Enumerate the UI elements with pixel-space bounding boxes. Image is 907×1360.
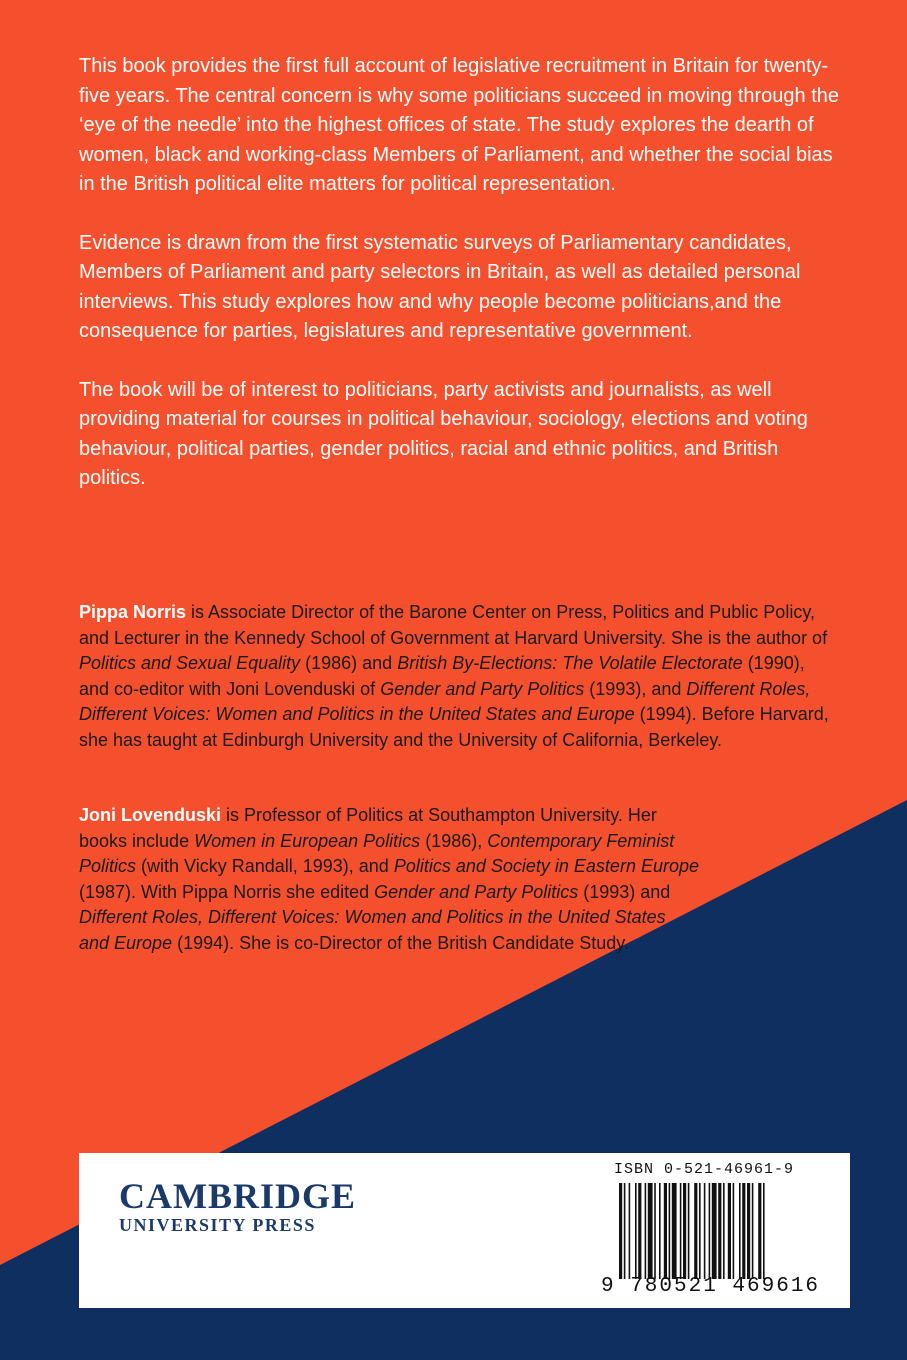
barcode-bar bbox=[747, 1183, 750, 1279]
author-name: Joni Lovenduski bbox=[79, 805, 222, 825]
barcode-bar bbox=[654, 1183, 656, 1279]
barcode-bar bbox=[712, 1183, 717, 1279]
book-title: Gender and Party Politics bbox=[374, 881, 579, 902]
book-title: British By-Elections: The Volatile Electorate bbox=[397, 653, 743, 673]
barcode-bar bbox=[742, 1183, 745, 1279]
isbn-label: ISBN 0-521-46961-9 bbox=[614, 1161, 795, 1178]
barcode-bar bbox=[683, 1183, 686, 1279]
author-bio-joni-lovenduski: Joni Lovenduski is Professor of Politics at Southampton University. Her books include Women in European Politics (1986), Contemporary Feminist Politics (with Vicky Randall, 1993), and Politics and Society in Eastern Europe (1987). With Pippa Norris she edited Gender and Party Politics (1993) and Different Roles, Different Voices: Women and Politics in the United States and Europe (1994). She is co-Director of the British Candidate Study. bbox=[79, 805, 699, 953]
barcode-bar bbox=[733, 1183, 735, 1279]
barcode-bar bbox=[763, 1183, 765, 1279]
barcode-bar bbox=[669, 1183, 671, 1279]
book-title: Different Roles, Different Voices: Women and Politics in the United States and Europe bbox=[79, 907, 666, 953]
author-bio-pippa-norris: Pippa Norris is Associate Director of the Barone Center on Press, Politics and Public Policy, and Lecturer in the Kennedy School of Government at Harvard University. She is the author of Politics and Sexual Equality (1986) and British By-Elections: The Volatile Electorate (1990), and co-editor with Joni Lovenduski of Gender and Party Politics (1993), and Different Roles, Different Voices: Women and Politics in the United States and Europe (1994). Before Harvard, she has taught at Edinburgh University and the University of California, Berkeley. bbox=[79, 602, 829, 750]
barcode-bar bbox=[659, 1183, 661, 1279]
barcode-bar bbox=[638, 1183, 641, 1279]
barcode-bar bbox=[629, 1183, 631, 1279]
barcode-bar bbox=[688, 1183, 690, 1279]
barcode-bar bbox=[728, 1183, 731, 1279]
book-title: Politics and Society in Eastern Europe bbox=[393, 856, 699, 876]
barcode-bar bbox=[752, 1183, 754, 1279]
author-name: Pippa Norris bbox=[79, 602, 187, 622]
barcode-bar bbox=[758, 1183, 761, 1279]
blurb-paragraph-1: This book provides the first full account of legislative recruitment in Britain for twenty-five years. The central concern is why some politicians succeed in moving through the ‘eye of the needle’ into the highest offices of state. The study explores the dearth of women, black and working-class Members of Parliament, and whether the social bias in the British political elite matters for political representation. bbox=[79, 55, 840, 195]
barcode-bar bbox=[672, 1183, 677, 1279]
blurb-paragraph-2: Evidence is drawn from the first systematic surveys of Parliamentary candidates, Members of Parliament and party selectors in Britain, as well as detailed personal interviews. This study explores how and why people become politicians,and the consequence for parties, legislatures and representative government. bbox=[79, 231, 801, 342]
book-title: Gender and Party Politics bbox=[380, 678, 585, 699]
publisher-barcode-panel bbox=[79, 1153, 850, 1308]
barcode-bar bbox=[635, 1183, 637, 1279]
barcode-bar bbox=[664, 1183, 667, 1279]
barcode-bar bbox=[709, 1183, 711, 1279]
barcode-bar bbox=[723, 1183, 725, 1279]
blurb-paragraph-3: The book will be of interest to politicians, party activists and journalists, as well providing material for courses in political behaviour, sociology, elections and voting behaviour, political parties, gender politics, racial and ethnic politics, and British politics. bbox=[79, 378, 808, 489]
book-title: Contemporary Feminist Politics bbox=[79, 830, 675, 876]
barcode-icon bbox=[619, 1183, 819, 1279]
book-title: Women in European Politics bbox=[194, 830, 421, 851]
barcode-bar bbox=[619, 1183, 622, 1279]
barcode-bar bbox=[739, 1183, 741, 1279]
publisher-logo-name: CAMBRIDGE bbox=[119, 1176, 357, 1216]
barcode-bar bbox=[645, 1183, 647, 1279]
barcode-bar bbox=[680, 1183, 682, 1279]
book-title: Politics and Sexual Equality bbox=[79, 653, 301, 673]
barcode-bar bbox=[648, 1183, 653, 1279]
book-title: Different Roles, Different Voices: Women and Politics in the United States and Europe bbox=[79, 678, 811, 724]
barcode-bar bbox=[699, 1183, 701, 1279]
barcode-bar bbox=[704, 1183, 706, 1279]
publisher-logo-subtitle: UNIVERSITY PRESS bbox=[119, 1215, 316, 1235]
ean-number: 9 780521 469616 bbox=[601, 1275, 821, 1298]
blurb-text bbox=[79, 52, 849, 523]
barcode-bar bbox=[624, 1183, 626, 1279]
barcode-bar bbox=[718, 1183, 721, 1279]
barcode-bar bbox=[694, 1183, 697, 1279]
